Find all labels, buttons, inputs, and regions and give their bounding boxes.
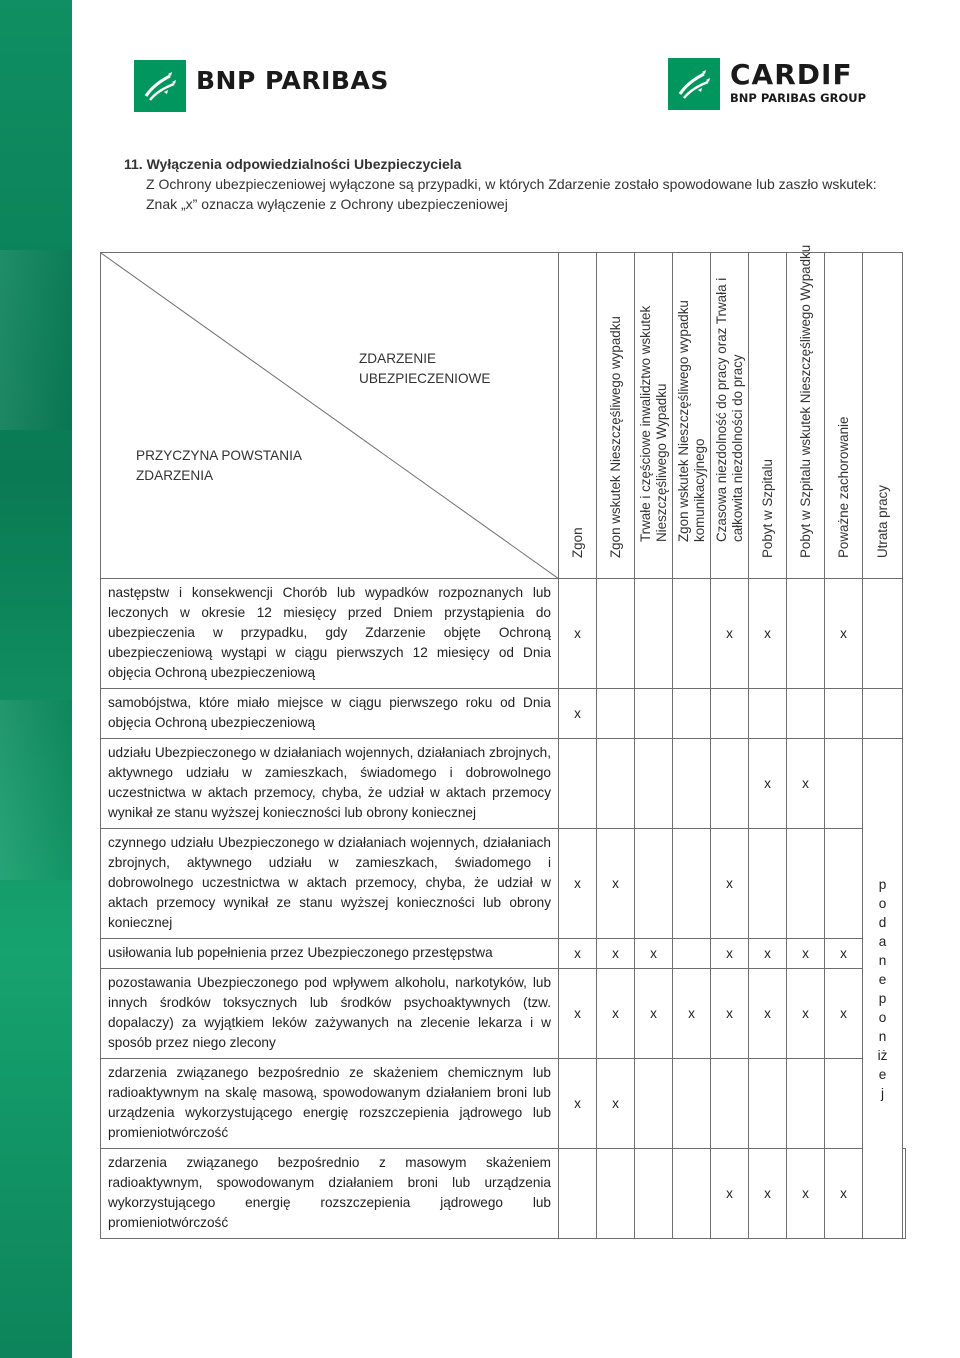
mark-cell: x [787,939,825,969]
column-header-label: Poważne zachorowanie [835,416,851,558]
mark-cell [673,739,711,829]
mark-cell: x [749,939,787,969]
mark-cell: x [597,939,635,969]
row-cause: samobójstwa, które miało miejsce w ciągu pierwszego roku od Dnia objęcia Ochroną ubezpieczeniową [101,689,559,739]
mark-cell [825,829,863,939]
mark-cell [635,829,673,939]
table-row [101,739,906,829]
sidebar-stripe [0,250,72,430]
mark-cell [825,739,863,829]
row-cause: zdarzenia związanego bezpośrednio z masowym skażeniem radioaktywnym, spowodowanym działaniem broni lub urządzenia wykorzystującego energię rozszczepienia jądrowego lub promieniotwórczość [101,1149,559,1239]
bnp-logo-icon [134,60,186,112]
row-cause: usiłowania lub popełnienia przez Ubezpieczonego przestępstwa [101,939,559,969]
mark-cell: x [825,1149,863,1239]
mark-cell [559,739,597,829]
column-header [749,253,787,579]
utrata-pracy-note [863,739,903,1239]
mark-cell [787,689,825,739]
section-heading [124,154,904,214]
column-header [863,253,903,579]
column-header [787,244,825,579]
mark-cell [711,689,749,739]
mark-cell [863,579,903,689]
mark-cell: x [635,939,673,969]
table-row [101,969,906,1059]
mark-cell [711,1059,749,1149]
table-header-row [101,253,906,579]
mark-cell: x [787,739,825,829]
column-header-label: Zgon wskutek Nieszczęśliwego wypadku [607,316,623,558]
mark-cell: x [597,829,635,939]
mark-cell [749,829,787,939]
table-row [101,1059,906,1149]
mark-cell: x [749,739,787,829]
mark-cell: x [711,579,749,689]
mark-cell [597,579,635,689]
column-header-label: Trwałe i częściowe inwalidztwo wskutek Nieszczęśliwego Wypadku [637,305,669,542]
mark-cell [711,739,749,829]
bnp-logo-text: BNP PARIBAS [196,66,389,95]
mark-cell [597,689,635,739]
mark-cell [787,579,825,689]
mark-cell: x [597,1059,635,1149]
mark-cell: x [787,969,825,1059]
sidebar-stripe [0,700,72,880]
mark-cell [673,1149,711,1239]
mark-cell: x [711,1149,749,1239]
column-header-label: Czasowa niezdolność do pracy oraz Trwała i całkowita niezdolności do pracy [713,277,745,542]
column-header [673,253,711,579]
corner-diagonal [101,253,559,579]
cardif-logo-text: CARDIF [730,58,853,91]
mark-cell [635,1149,673,1239]
column-header [559,253,597,579]
mark-cell: x [559,969,597,1059]
column-header [711,253,749,579]
mark-cell: x [825,969,863,1059]
column-header-label: Zgon [569,527,585,558]
mark-cell [787,829,825,939]
mark-cell [903,1149,906,1239]
column-header [635,253,673,579]
table-row [101,829,906,939]
mark-cell [825,1059,863,1149]
mark-cell: x [559,939,597,969]
mark-cell: x [673,969,711,1059]
column-header [597,253,635,579]
mark-cell [673,689,711,739]
row-cause: zdarzenia związanego bezpośrednio ze skażeniem chemicznym lub radioaktywnym na skalę masową, spowodowanym działaniem broni lub urządzenia wykorzystującego energię rozszczepienia jądrowego lub promieniotwórczość [101,1059,559,1149]
table-row [101,689,906,739]
utrata-pracy-note-text: podane poniżej [877,876,888,1101]
column-header-label: Pobyt w Szpitalu wskutek Nieszczęśliwego Wypadku [797,244,813,558]
mark-cell [749,1059,787,1149]
column-header-label: Utrata pracy [874,485,890,558]
column-header-label: Pobyt w Szpitalu [759,459,775,558]
mark-cell: x [749,969,787,1059]
mark-cell [863,689,903,739]
mark-cell [787,1059,825,1149]
row-cause: czynnego udziału Ubezpieczonego w działaniach wojennych, działaniach zbrojnych, aktywnego udziału w zamieszkach, świadomego i dobrowolnego uczestnictwa w aktach przemocy, chyba, że udział w aktach przemocy wynikał ze stanu wyższej konieczności lub obrony koniecznej [101,829,559,939]
mark-cell [673,579,711,689]
exclusions-table [100,244,906,1239]
table-row [101,939,906,969]
cardif-logo-icon [668,58,720,110]
section-title: 11. Wyłączenia odpowiedzialności Ubezpieczyciela [124,156,462,172]
row-cause: następstw i konsekwencji Chorób lub wypadków rozpoznanych lub leczonych w okresie 12 miesięcy przed Dniem przystąpienia do ubezpieczenia w przypadku, gdy Zdarzenie objęte Ochroną ubezpieczeniową wystąpi w ciągu pierwszych 12 miesięcy od Dnia objęcia Ochroną ubezpieczeniową [101,579,559,689]
mark-cell [673,1059,711,1149]
mark-cell [635,689,673,739]
table-row [101,1149,906,1239]
corner-label-event: ZDARZENIE UBEZPIECZENIOWE [359,351,491,386]
row-cause: udziału Ubezpieczonego w działaniach wojennych, działaniach zbrojnych, aktywnego udziału w zamieszkach, świadomego i dobrowolnego uczestnictwa w aktach przemocy, chyba, że udział w aktach przemocy wynikał ze stanu wyższej konieczności lub obrony koniecznej [101,739,559,829]
mark-cell: x [597,969,635,1059]
mark-cell: x [635,969,673,1059]
mark-cell: x [825,939,863,969]
mark-cell [559,1149,597,1239]
mark-cell: x [559,579,597,689]
column-header [825,253,863,579]
mark-cell: x [559,829,597,939]
cardif-logo-subtext: BNP PARIBAS GROUP [730,91,867,105]
mark-cell: x [749,579,787,689]
mark-cell [597,739,635,829]
mark-cell: x [787,1149,825,1239]
mark-cell: x [749,1149,787,1239]
mark-cell: x [711,829,749,939]
mark-cell [635,579,673,689]
mark-cell [597,1149,635,1239]
mark-cell [673,829,711,939]
corner-label-cause: PRZYCZYNA POWSTANIA ZDARZENIA [136,448,302,483]
table-row [101,579,906,689]
section-intro: Z Ochrony ubezpieczeniowej wyłączone są przypadki, w których Zdarzenie zostało spowodowane lub zaszło wskutek: [146,176,877,192]
mark-cell [825,689,863,739]
green-sidebar [0,0,72,1358]
mark-cell [635,739,673,829]
mark-cell: x [559,689,597,739]
mark-cell: x [711,969,749,1059]
mark-cell: x [711,939,749,969]
mark-cell: x [825,579,863,689]
mark-cell [635,1059,673,1149]
mark-cell [673,939,711,969]
section-legend: Znak „x” oznacza wyłączenie z Ochrony ubezpieczeniowej [146,196,508,212]
table-corner-cell [101,253,559,579]
mark-cell [749,689,787,739]
column-header-label: Zgon wskutek Nieszczęśliwego wypadku komunikacyjnego [675,300,707,542]
mark-cell: x [559,1059,597,1149]
row-cause: pozostawania Ubezpieczonego pod wpływem alkoholu, narkotyków, lub innych środków toksycznych lub środków psychoaktywnych (tzw. dopalaczy) za wyjątkiem leków zażywanych na zlecenie lekarza i w sposób przez niego zlecony [101,969,559,1059]
